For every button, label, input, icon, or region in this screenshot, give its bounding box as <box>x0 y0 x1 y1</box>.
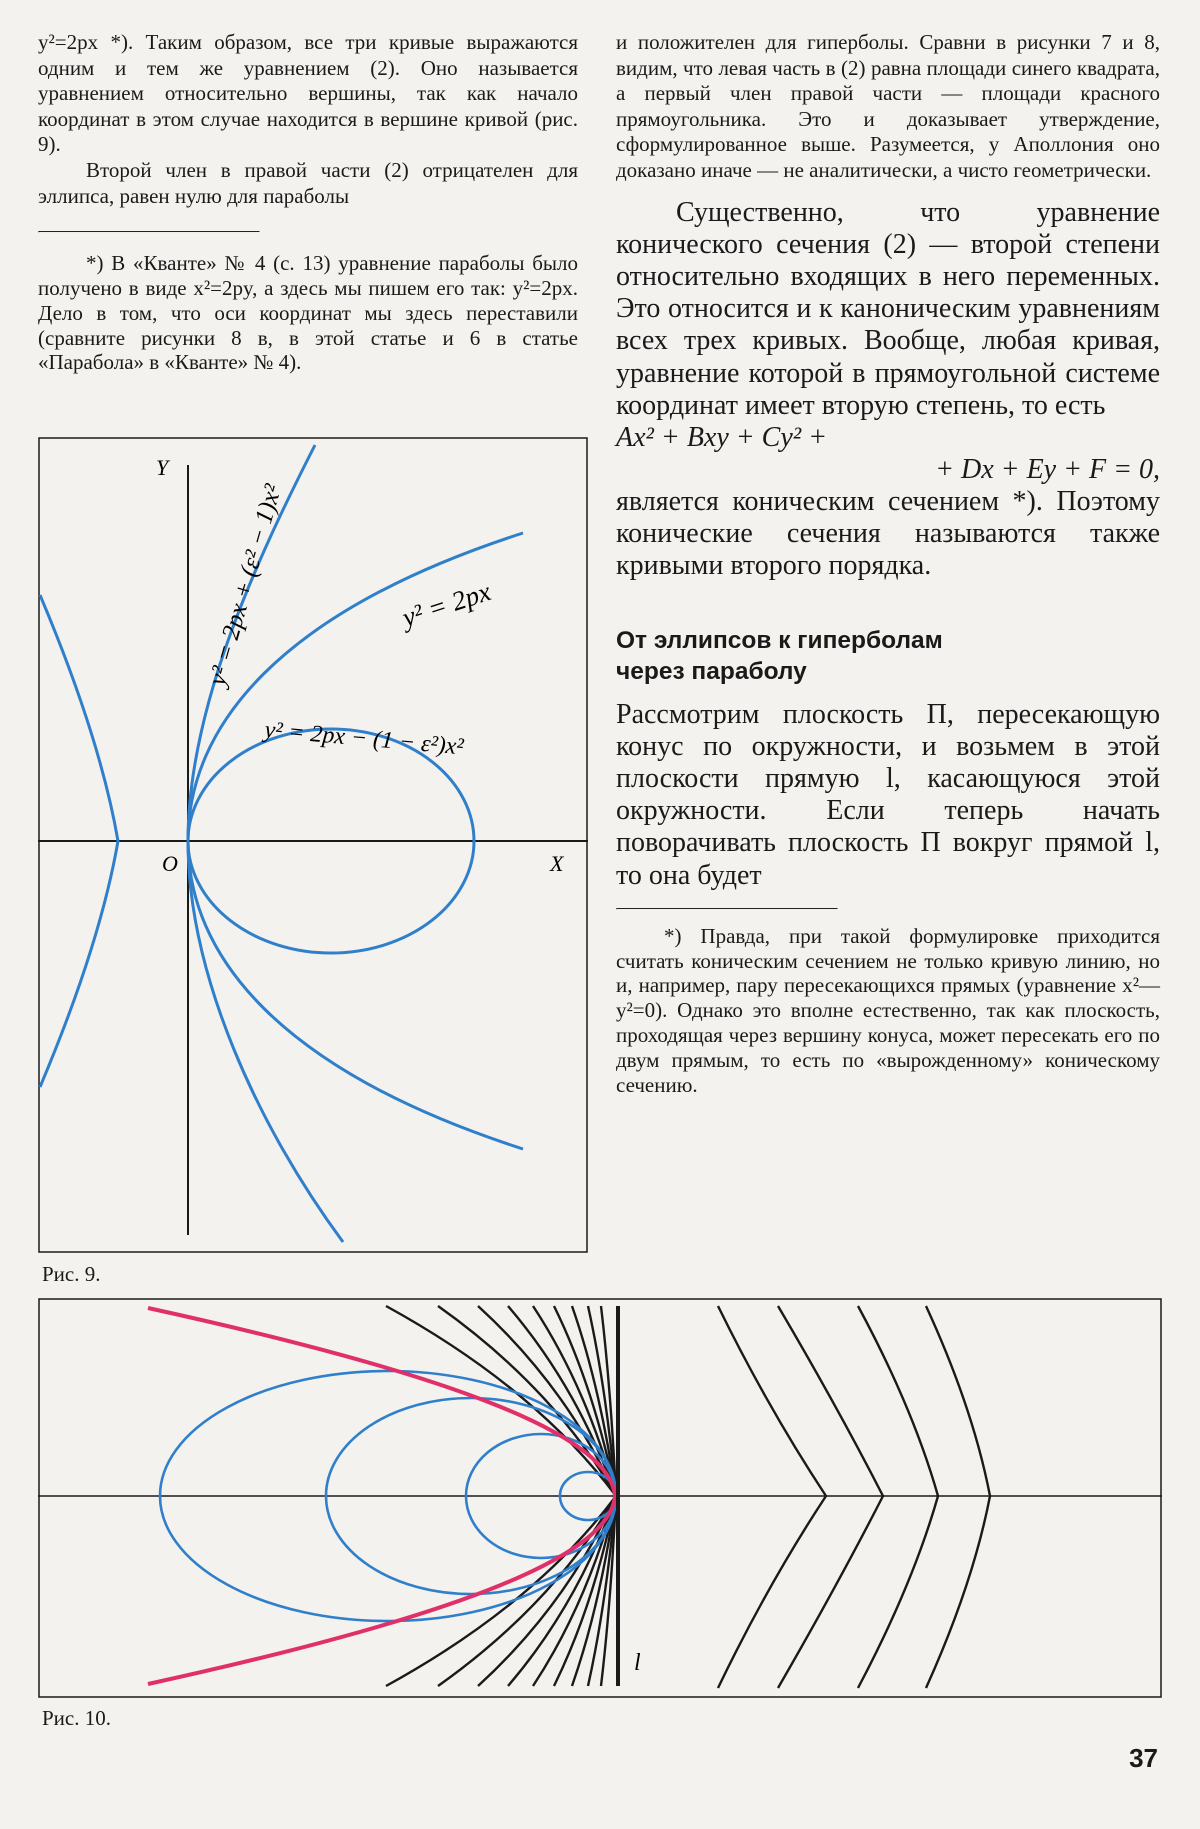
parabola-curve-lower <box>188 841 523 1149</box>
axis-x-label: X <box>550 851 564 876</box>
figure-10-frame <box>39 1299 1161 1697</box>
hyperbolas-group <box>718 1306 990 1688</box>
page-number: 37 <box>1129 1743 1158 1773</box>
figure-9 <box>38 437 588 1253</box>
left-paragraph-1: y²=2px *). Таким образом, все три кривые выражаются одним и тем же уравнением (2). Оно называется уравнением относительно вершины, так как начало координат в этом случае находится в вершине кривой (рис. 9). <box>38 30 578 157</box>
hyperbola-curve <box>188 445 315 841</box>
right-footnote: *) Правда, при такой формулировке приходится считать коническим сечением не только кривую линию, но и, например, пару пересекающихся прямых (уравнение x²—y²=0). Однако это вполне естественно, так как плоскость, проходящая через вершину конуса, может пересекать его по двум прямым, то есть по «вырожденному» коническому сечению. <box>616 923 1160 1097</box>
section-heading <box>616 625 1160 687</box>
origin-label: O <box>162 851 178 876</box>
hyperbola-branch-4 <box>926 1306 990 1688</box>
left-column <box>38 30 578 375</box>
formula-line-1: Ax² + Bxy + Cy² + <box>616 421 828 453</box>
ellipse-equation-label: y² = 2px − (1 − ε²)x² <box>263 717 465 761</box>
right-column <box>616 30 1160 1097</box>
parabola-equation-label: y² = 2px <box>398 576 495 633</box>
section-heading-line-1: От эллипсов к гиперболам <box>616 626 943 654</box>
left-footnote: *) В «Кванте» № 4 (с. 13) уравнение параболы было получено в виде x²=2py, а здесь мы пишем его так: y²=2px. Дело в том, что оси координат мы здесь переставили (сравните рисунки 8 в, в этой статье и 6 в статье «Парабола» в «Кванте» № 4). <box>38 251 578 375</box>
general-conic-formula <box>616 422 1160 486</box>
right-paragraph-1: и положителен для гиперболы. Сравни в рисунки 7 и 8, видим, что левая часть в (2) равна площади синего квадрата, а первый член правой части — площади красного прямоугольника. Это и доказывает утверждение, сформулированное выше. Разумеется, у Аполлония оно доказано иначе — не аналитически, а чисто геометрически. <box>616 30 1160 182</box>
figure-10 <box>38 1298 1162 1698</box>
hyperbola-branch-2 <box>778 1306 883 1688</box>
section-heading-line-2: через параболу <box>616 657 807 685</box>
axis-y-label: Y <box>156 455 169 480</box>
figure-9-frame <box>39 438 587 1252</box>
left-paragraph-2: Второй член в правой части (2) отрицателен для эллипса, равен нулю для параболы <box>38 157 578 208</box>
tangent-line-label: l <box>634 1650 641 1676</box>
right-paragraph-3: является коническим сечением *). Поэтому конические сечения называются также кривыми второго порядка. <box>616 485 1160 582</box>
right-paragraph-4: Рассмотрим плоскость П, пересекающую конус по окружности, и возьмем в этой плоскости прямую l, касающуюся этой окружности. Если теперь начать поворачивать плоскость П вокруг прямой l, то она будет <box>616 698 1160 891</box>
figure-9-caption: Рис. 9. <box>42 1262 101 1286</box>
hyperbola-branch-3 <box>858 1306 938 1688</box>
hyperbola-equation-label: y² = 2px + (ε² − 1)x² <box>203 481 288 689</box>
formula-line-2: + Dx + Ey + F = 0, <box>935 453 1160 485</box>
figure-10-caption: Рис. 10. <box>42 1706 111 1730</box>
right-paragraph-2: Существенно, что уравнение конического сечения (2) — второй степени относительно входящих в него переменных. Это относится и к каноническим уравнениям всех трех кривых. Вообще, любая кривая, уравнение которой в прямоугольной системе координат имеет вторую степень, то есть <box>616 196 1160 421</box>
